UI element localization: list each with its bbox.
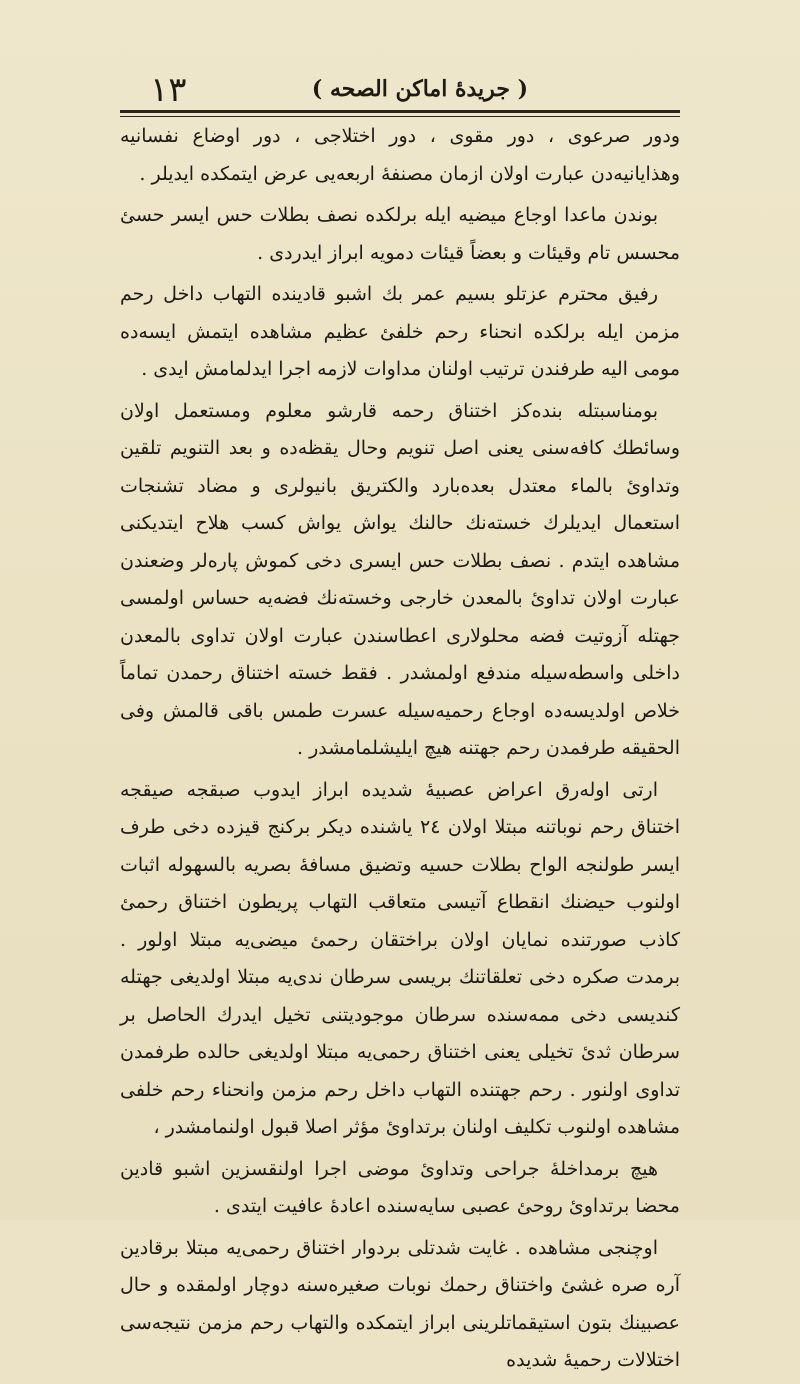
- header-rule-thin: [120, 116, 680, 117]
- paragraph-7: اوچنجى مشاهده . غايت شدتلى بردوار اختناق رحمى‌يه مبتلا برقادين آره صره غشئ واختناق رحمك نوبات صغيره‌سنه دوچار اولمقده و حال عصبينك بتون استيقماتلرينى ابراز ايتمكده والتهاب رحم مزمن نتيجه‌سى اختلالات رحميهٔ شديده: [120, 1236, 680, 1371]
- page-header: [118, 66, 678, 110]
- paragraph-4: بومناسبتله بنده‌كز اختناق رحمه قارشو معلوم ومستعمل اولان وسائطك كافه‌سنى يعنى اصل تنويم وحال يقظه‌ده و بعد التنويم تلقين وتداوئ بالماء معتدل بعده‌بارد والكتريق بانيولرى و مضاد تشنجات استعمال ايديلرك خسته‌نك حالنك يواش يواش كسب هلاح ايتديكنى مشاهده ايتدم . نصف بطلات حس ايسرى دخى كموش پاره‌لر وضعندن عبارت اولان تداوئ بالمعدن خارجى وخسته‌نك فضه‌يه حساس اولمسى جهتله آزوتيت فضه محلولارى اعطاسندن عبارت اولان تداوى بالمعدن داخلى واسطه‌سيله مندفع اولمشدر . فقط خسته اختناق رحمدن تماماً خلاص اولديسه‌ده اوجاع رحميه‌سيله عسرت طمس باقى قالمش وفى الحقيقه طرفمدن رحم جهتنه هيچ ايليشلمامشدر .: [120, 399, 680, 759]
- paragraph-5: ارتى اوله‌رق اعراض عصبيهٔ شديده ابراز ايدوب صبقجه صيقجه اختناق رحم نوباتنه مبتلا اولان ٢٤ ياشنده ديكر بركنج قيزده دخى طرف ايسر طولنجه الواح بطلات حسيه وتضيق مسافهٔ بصريه بالسهوله اثبات اولنوب حيضنك انقطاع آتيسى متعاقب التهاب پريطون اختناق رحمئ كاذب صورتنده نمايان اولان براختقان رحمئ ميضى‌يه مبتلا اولور . برمدت صكره دخى تعلقاتنك بريسى سرطان ندى‌يه مبتلا اولديغى جهتله كنديسى دخى ممه‌سنده سرطان موجوديتنى تخيل ايدرك الحاصل بر سرطان ثدئ تخيلى يعنى اختناق رحمى‌يه مبتلا اولديغى حالده طرفمدن تداوى اولنور . رحم جهتنده التهاب داخل رحم مزمن وانحناء رحم خلفى مشاهده اولنوب تكليف اولنان برتداوئ مؤثر اصلا قبول اولنمامشدر ،: [120, 778, 680, 1138]
- paragraph-3: رفيق محترم عزتلو بسيم عمر بك اشبو قادينده التهاب داخل رحم مزمن ايله برلكده انحناء رحم خلفئ عظيم مشاهده ايتمش ايسه‌ده مومى اليه طرفندن ترتيب اولنان مداوات لازمه اجرا ايدلمامش ايدى .: [120, 283, 680, 380]
- running-title: ( جريدهٔ اماكن الصحه ): [311, 76, 528, 102]
- paragraph-6: هيچ برمداخلهٔ جراحى وتداوئ موضى اجرا اولنقسزين اشبو قادين محضا برتداوئ روحئ عصبى سايه‌سنده اعادهٔ عافيت ايتدى .: [120, 1157, 680, 1217]
- paragraph-1: ودور صرعوى ، دور مقوى ، دور اختلاجى ، دور اوضاع نفسانيه وهذايانيه‌دن عبارت اولان ازمان مصنفهٔ اربعه‌يى عرض ايتمكده ايديلر .: [120, 125, 680, 185]
- page-number: ١٣: [150, 70, 187, 110]
- body-text: [120, 118, 680, 1384]
- header-rule-thick: [120, 110, 680, 113]
- paragraph-2: بوندن ماعدا اوجاع ميضيه ايله برلكده نصف بطلات حس ايسر حسئ محسس تام وقيئات و بعضاً قيئات دمويه ابراز ايدردى .: [120, 204, 680, 264]
